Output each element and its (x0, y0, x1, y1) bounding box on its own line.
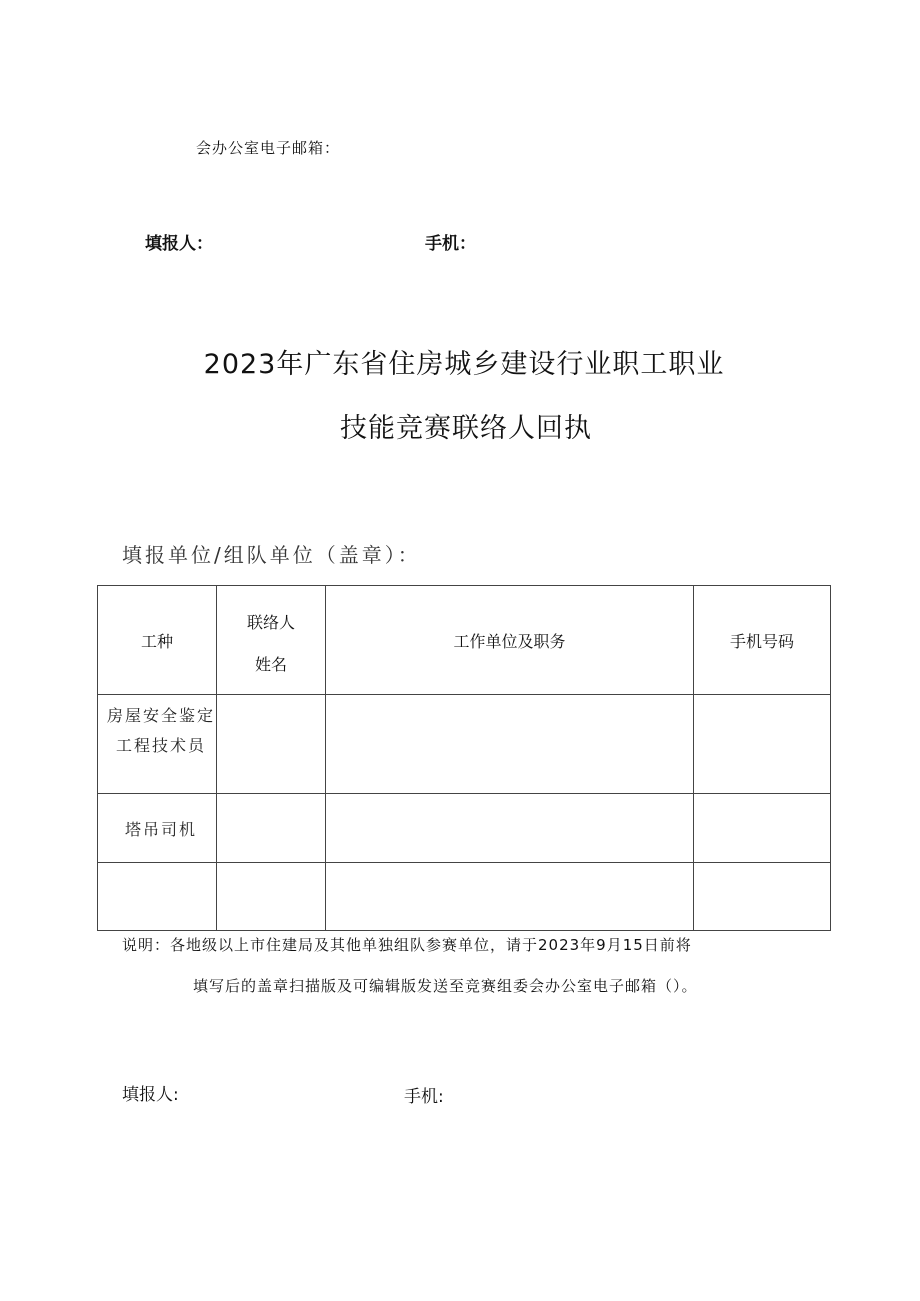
row-workplace-cell[interactable] (326, 794, 694, 863)
row-trade-cell[interactable] (98, 863, 217, 931)
header-contact-line1: 联络人 (246, 613, 295, 632)
row-trade-line1: 塔吊司机 (124, 819, 197, 839)
row-mobile-cell[interactable] (694, 863, 831, 931)
table-row (98, 695, 831, 794)
header-contact-line2: 姓名 (254, 655, 287, 674)
note-line1: 说明：各地级以上市住建局及其他单独组队参赛单位，请于2023年9月15日前将 (122, 936, 692, 954)
unit-label: 填报单位/组队单位（盖章）： (122, 543, 421, 567)
row-mobile-cell[interactable] (694, 695, 831, 794)
page-title-line1: 2023年广东省住房城乡建设行业职工职业 (203, 349, 725, 380)
row-trade-cell (98, 695, 217, 794)
row-trade-cell (98, 794, 217, 863)
note-line2: 填写后的盖章扫描版及可编辑版发送至竞赛组委会办公室电子邮箱（）。 (193, 977, 698, 995)
bottom-phone-label: 手机: (404, 1087, 444, 1107)
row-contact-cell[interactable] (217, 863, 326, 931)
table-row (98, 794, 831, 863)
row-trade-line2: 工程技术员 (115, 736, 206, 755)
contact-table (97, 585, 831, 931)
row-contact-cell[interactable] (217, 695, 326, 794)
header-workplace: 工作单位及职务 (326, 586, 694, 695)
row-workplace-cell[interactable] (326, 863, 694, 931)
row-mobile-cell[interactable] (694, 794, 831, 863)
filler-label: 填报人： (145, 234, 213, 254)
row-trade-line1: 房屋安全鉴定 (106, 706, 215, 725)
row-workplace-cell[interactable] (326, 695, 694, 794)
table-header-row (98, 586, 831, 695)
email-label: 会办公室电子邮箱： (196, 139, 341, 157)
row-contact-cell[interactable] (217, 794, 326, 863)
header-trade: 工种 (98, 586, 217, 695)
phone-label: 手机： (425, 234, 476, 254)
page-title-line2: 技能竞赛联络人回执 (340, 413, 592, 444)
header-mobile: 手机号码 (694, 586, 831, 695)
header-contact (217, 586, 326, 695)
bottom-filler-label: 填报人: (122, 1085, 179, 1105)
table-row (98, 863, 831, 931)
